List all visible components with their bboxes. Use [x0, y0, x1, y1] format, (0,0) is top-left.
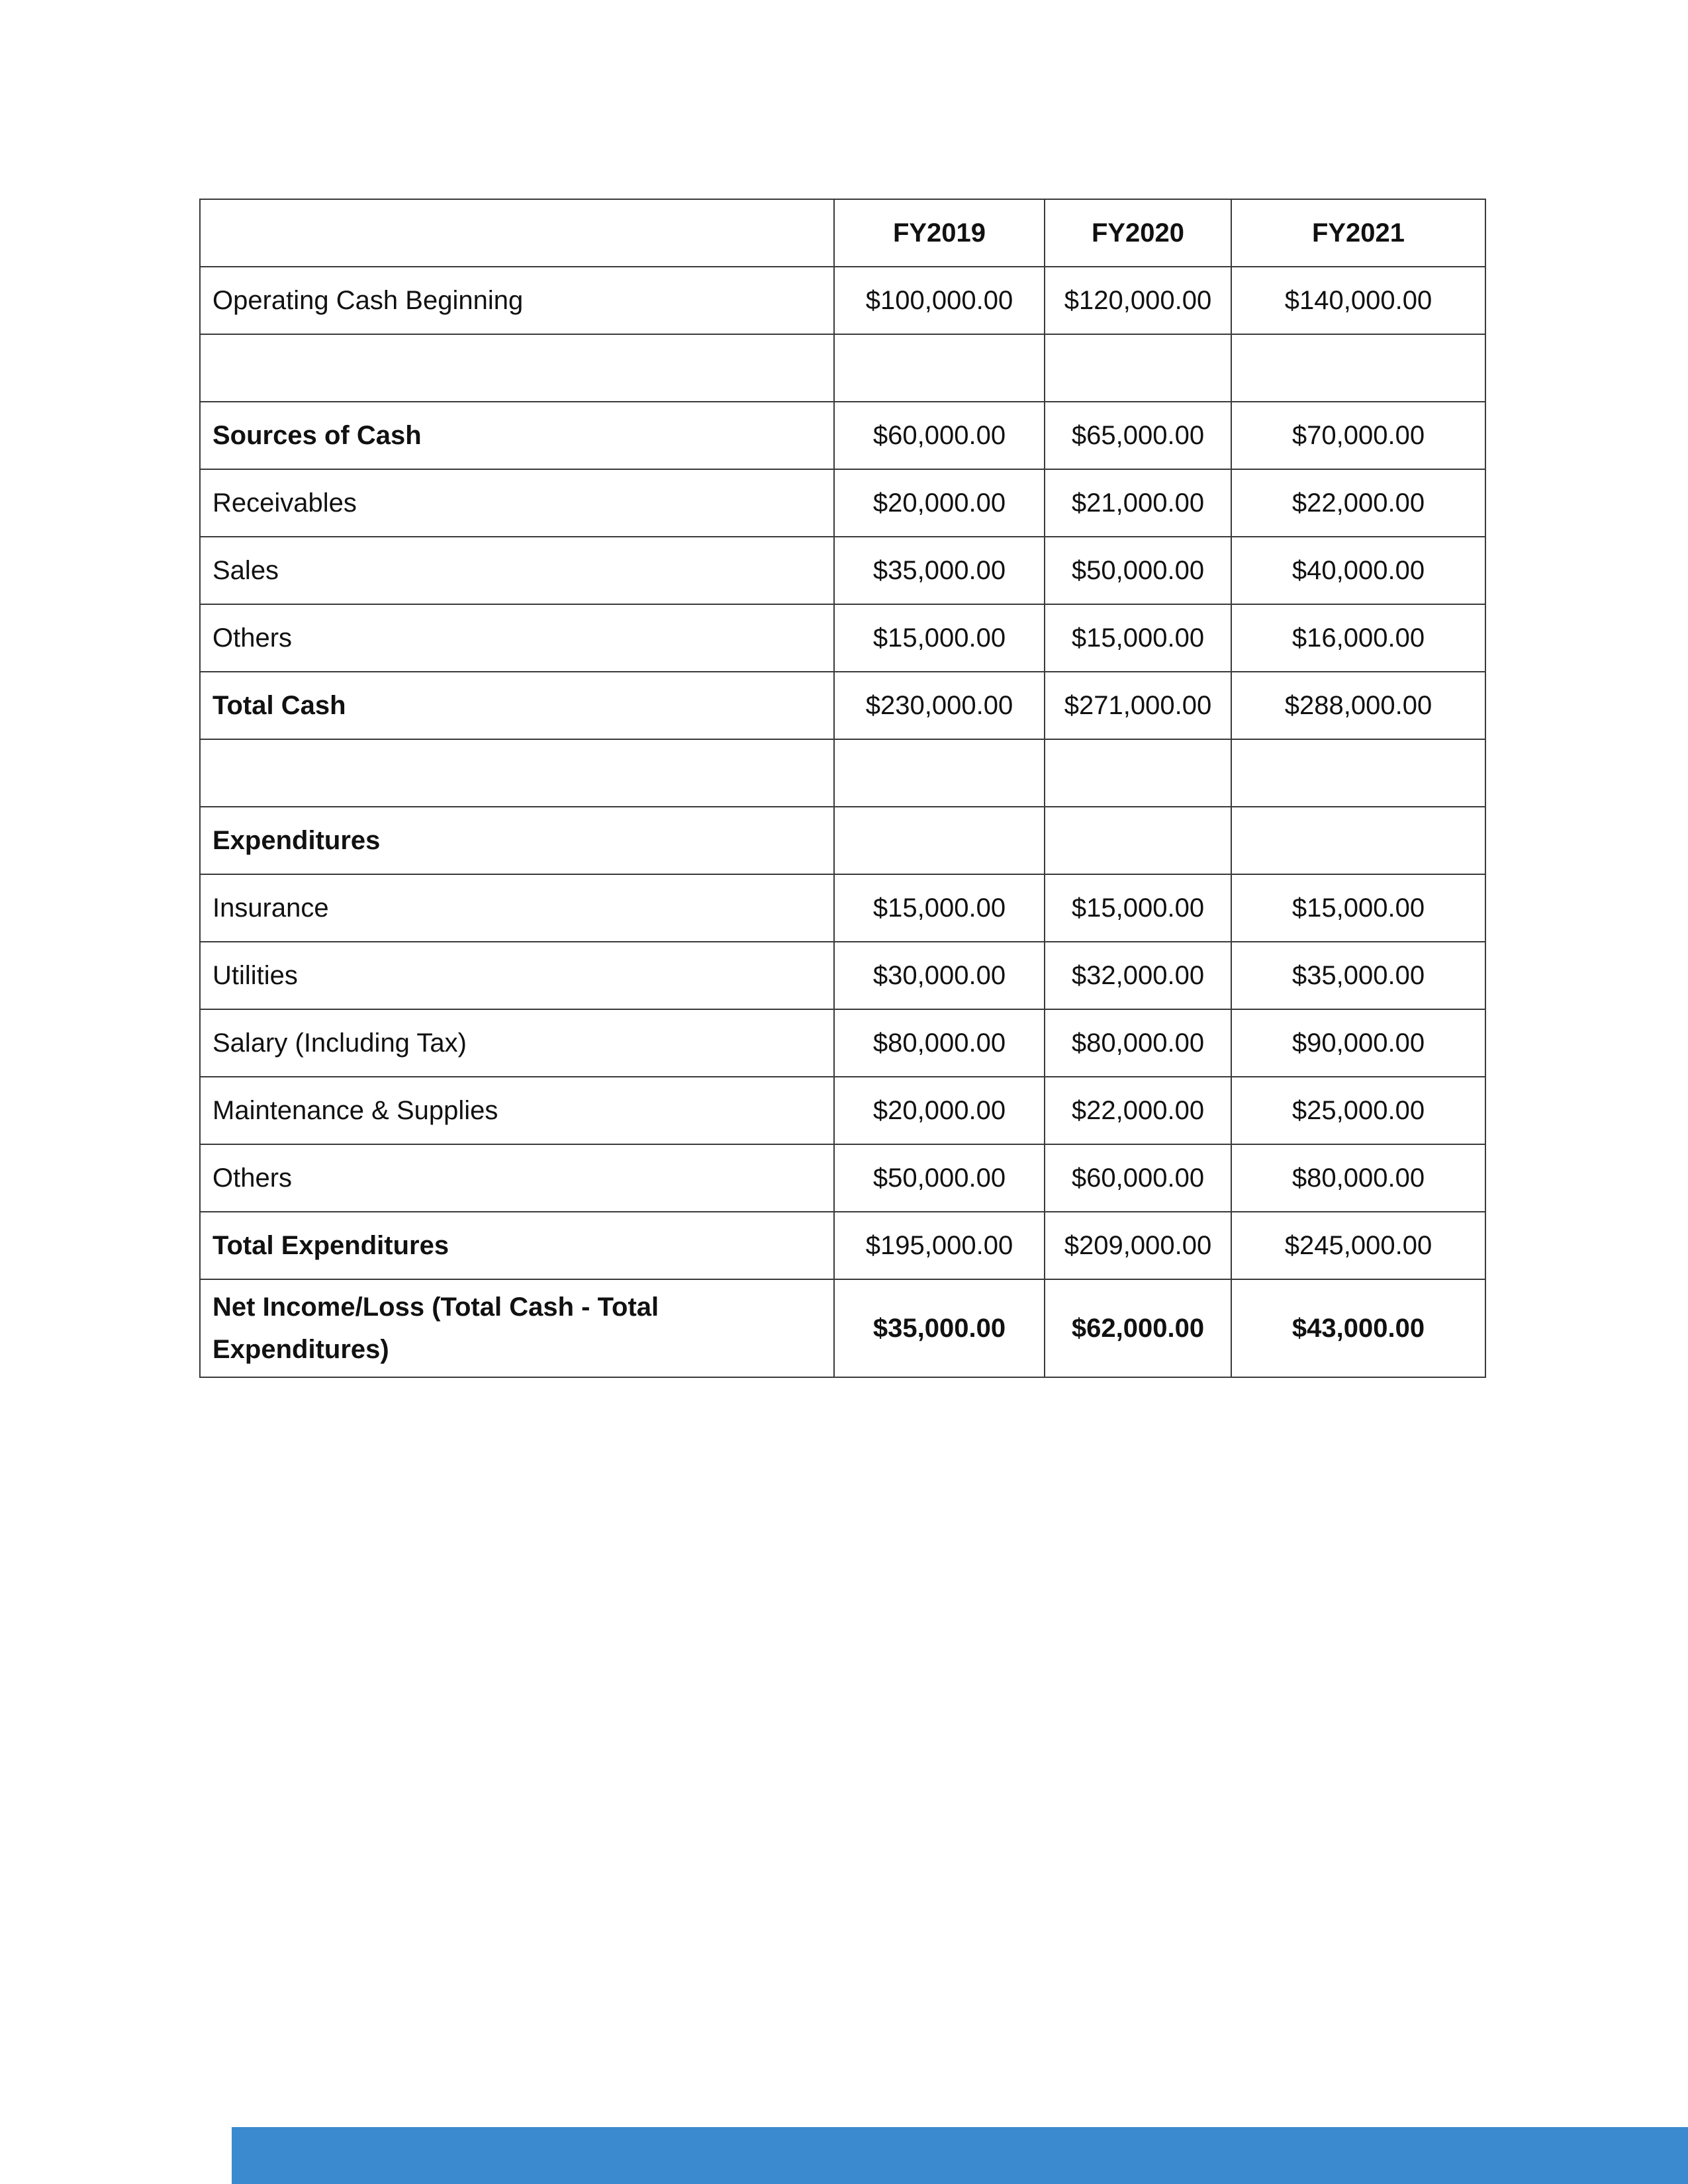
cell-fy2021: $80,000.00 — [1231, 1144, 1485, 1212]
cell-fy2021: $35,000.00 — [1231, 942, 1485, 1009]
row-label: Maintenance & Supplies — [200, 1077, 834, 1144]
cell-fy2019: $15,000.00 — [834, 874, 1045, 942]
row-label: Total Expenditures — [200, 1212, 834, 1279]
table-row — [200, 942, 1485, 1009]
table-row — [200, 1009, 1485, 1077]
cell-fy2020: $209,000.00 — [1045, 1212, 1231, 1279]
cell-fy2020: $271,000.00 — [1045, 672, 1231, 739]
row-label: Net Income/Loss (Total Cash - Total Expenditures) — [200, 1279, 834, 1377]
cell-fy2019: $230,000.00 — [834, 672, 1045, 739]
cell-fy2019: $20,000.00 — [834, 469, 1045, 537]
cell-fy2019: $20,000.00 — [834, 1077, 1045, 1144]
row-label: Sources of Cash — [200, 402, 834, 469]
cell-fy2020: $62,000.00 — [1045, 1279, 1231, 1377]
table-row-total — [200, 672, 1485, 739]
cell-fy2021: $40,000.00 — [1231, 537, 1485, 604]
row-label: Others — [200, 604, 834, 672]
cell-fy2020: $60,000.00 — [1045, 1144, 1231, 1212]
cell-fy2019: $35,000.00 — [834, 1279, 1045, 1377]
cell-fy2020 — [1045, 807, 1231, 874]
cell-fy2021: $15,000.00 — [1231, 874, 1485, 942]
row-label: Others — [200, 1144, 834, 1212]
cell-fy2021 — [1231, 334, 1485, 402]
footer-accent-bar — [232, 2127, 1688, 2184]
cell-fy2020: $120,000.00 — [1045, 267, 1231, 334]
cell-fy2020: $50,000.00 — [1045, 537, 1231, 604]
row-label: Insurance — [200, 874, 834, 942]
cell-fy2019 — [834, 807, 1045, 874]
cell-fy2021 — [1231, 739, 1485, 807]
row-label: Sales — [200, 537, 834, 604]
cell-fy2020: $22,000.00 — [1045, 1077, 1231, 1144]
header-cell-fy2021: FY2021 — [1231, 199, 1485, 267]
cell-fy2019: $195,000.00 — [834, 1212, 1045, 1279]
cell-fy2019: $60,000.00 — [834, 402, 1045, 469]
cell-fy2021: $70,000.00 — [1231, 402, 1485, 469]
table-row-section — [200, 807, 1485, 874]
row-label: Expenditures — [200, 807, 834, 874]
row-label: Total Cash — [200, 672, 834, 739]
cell-fy2019 — [834, 739, 1045, 807]
table-row-section — [200, 402, 1485, 469]
table-row-net-income — [200, 1279, 1485, 1377]
table-row-blank — [200, 739, 1485, 807]
row-label: Operating Cash Beginning — [200, 267, 834, 334]
row-label — [200, 739, 834, 807]
cell-fy2019 — [834, 334, 1045, 402]
table-row — [200, 537, 1485, 604]
header-cell-blank — [200, 199, 834, 267]
table-header-row — [200, 199, 1485, 267]
row-label — [200, 334, 834, 402]
row-label: Salary (Including Tax) — [200, 1009, 834, 1077]
cell-fy2020: $15,000.00 — [1045, 874, 1231, 942]
cash-flow-table — [199, 199, 1486, 1378]
table-row-total — [200, 1212, 1485, 1279]
table-row — [200, 874, 1485, 942]
row-label: Receivables — [200, 469, 834, 537]
cell-fy2020: $80,000.00 — [1045, 1009, 1231, 1077]
header-cell-fy2020: FY2020 — [1045, 199, 1231, 267]
cell-fy2021: $43,000.00 — [1231, 1279, 1485, 1377]
cell-fy2020 — [1045, 739, 1231, 807]
cell-fy2020 — [1045, 334, 1231, 402]
table-row-blank — [200, 334, 1485, 402]
cell-fy2021: $22,000.00 — [1231, 469, 1485, 537]
cell-fy2020: $15,000.00 — [1045, 604, 1231, 672]
cell-fy2021: $90,000.00 — [1231, 1009, 1485, 1077]
table-row — [200, 267, 1485, 334]
cell-fy2019: $35,000.00 — [834, 537, 1045, 604]
cell-fy2019: $30,000.00 — [834, 942, 1045, 1009]
table-row — [200, 1077, 1485, 1144]
cell-fy2021: $245,000.00 — [1231, 1212, 1485, 1279]
cell-fy2021: $140,000.00 — [1231, 267, 1485, 334]
cell-fy2019: $50,000.00 — [834, 1144, 1045, 1212]
cell-fy2020: $21,000.00 — [1045, 469, 1231, 537]
cell-fy2021: $25,000.00 — [1231, 1077, 1485, 1144]
table-row — [200, 469, 1485, 537]
table-row — [200, 604, 1485, 672]
header-cell-fy2019: FY2019 — [834, 199, 1045, 267]
cell-fy2020: $65,000.00 — [1045, 402, 1231, 469]
cell-fy2019: $80,000.00 — [834, 1009, 1045, 1077]
cell-fy2021: $16,000.00 — [1231, 604, 1485, 672]
cell-fy2021 — [1231, 807, 1485, 874]
cell-fy2021: $288,000.00 — [1231, 672, 1485, 739]
row-label: Utilities — [200, 942, 834, 1009]
table-row — [200, 1144, 1485, 1212]
cell-fy2020: $32,000.00 — [1045, 942, 1231, 1009]
cell-fy2019: $100,000.00 — [834, 267, 1045, 334]
cell-fy2019: $15,000.00 — [834, 604, 1045, 672]
